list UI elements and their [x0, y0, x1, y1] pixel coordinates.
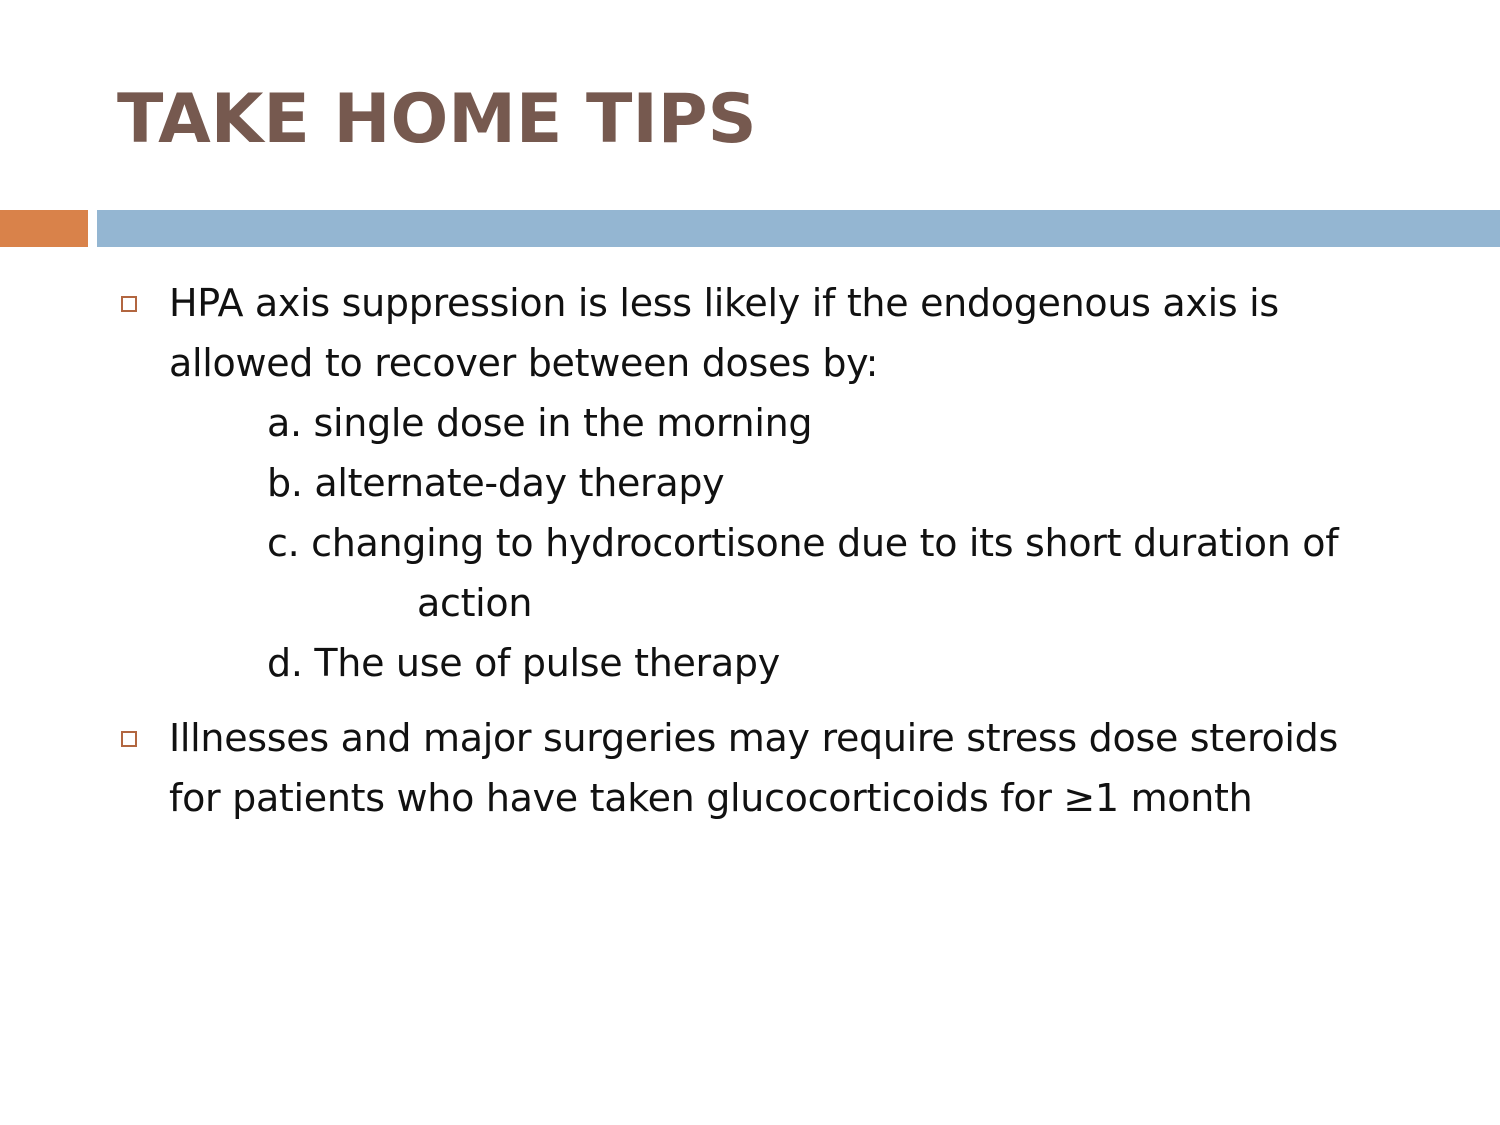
square-bullet-icon	[121, 296, 137, 312]
slide-title: TAKE HOME TIPS	[117, 80, 757, 159]
bullet-1-line-1: HPA axis suppression is less likely if the endogenous axis is	[169, 281, 1279, 325]
bullet-1-line-2: allowed to recover between doses by:	[169, 341, 879, 385]
bullet-2-line-1: Illnesses and major surgeries may require stress dose steroids	[169, 716, 1338, 760]
subitem-b: b. alternate-day therapy	[267, 461, 725, 505]
bullet-2-line-2: for patients who have taken glucocorticoids for ≥1 month	[169, 776, 1253, 820]
subitem-d: d. The use of pulse therapy	[267, 641, 780, 685]
square-bullet-icon	[121, 731, 137, 747]
subitem-a: a. single dose in the morning	[267, 401, 813, 445]
accent-bar-orange	[0, 210, 88, 247]
subitem-c-continuation: action	[417, 581, 533, 625]
subitem-c: c. changing to hydrocortisone due to its short duration of	[267, 521, 1339, 565]
accent-bar-blue	[97, 210, 1500, 247]
